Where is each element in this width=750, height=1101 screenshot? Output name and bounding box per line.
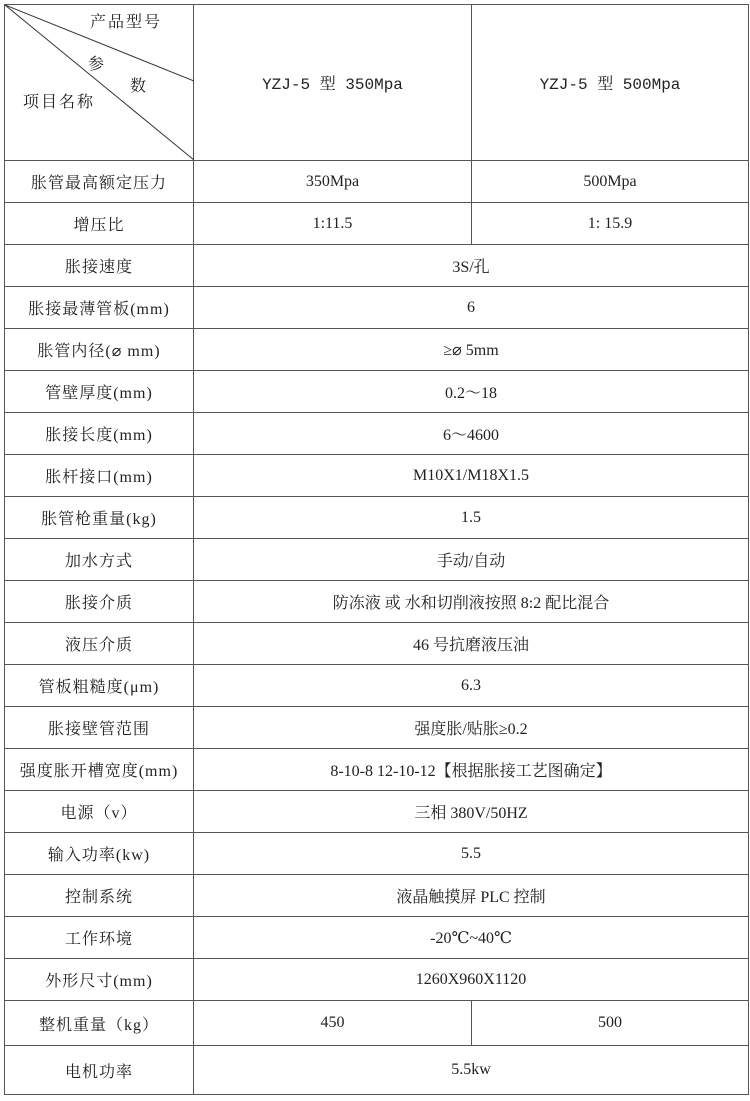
param-label-2: 数 <box>130 78 149 95</box>
item-label: 项目名称 <box>23 94 96 111</box>
row-value: 46 号抗磨液压油 <box>194 623 749 665</box>
row-value: 手动/自动 <box>194 539 749 581</box>
row-value: 0.2～18 <box>194 371 749 413</box>
row-label: 控制系统 <box>5 875 194 917</box>
table-row <box>5 623 749 665</box>
row-value: 6～4600 <box>194 413 749 455</box>
row-label: 液压介质 <box>5 623 194 665</box>
table-row <box>5 833 749 875</box>
row-value: 450 <box>194 1001 472 1046</box>
row-value: 5.5 <box>194 833 749 875</box>
row-label: 加水方式 <box>5 539 194 581</box>
row-label: 工作环境 <box>5 917 194 959</box>
row-value: 1: 15.9 <box>472 203 749 245</box>
row-value: 1:11.5 <box>194 203 472 245</box>
row-value: 3S/孔 <box>194 245 749 287</box>
row-label: 电机功率 <box>5 1046 194 1095</box>
row-value: 1260X960X1120 <box>194 959 749 1001</box>
row-value: 8-10-8 12-10-12【根据胀接工艺图确定】 <box>194 749 749 791</box>
spec-table <box>4 4 749 1095</box>
row-label: 强度胀开槽宽度(mm) <box>5 749 194 791</box>
row-label: 胀杆接口(mm) <box>5 455 194 497</box>
row-value: 三相 380V/50HZ <box>194 791 749 833</box>
row-label: 增压比 <box>5 203 194 245</box>
table-row <box>5 245 749 287</box>
row-value: 500 <box>472 1001 749 1046</box>
table-row <box>5 1046 749 1095</box>
table-row <box>5 665 749 707</box>
row-label: 管板粗糙度(μm) <box>5 665 194 707</box>
diagonal-header-cell <box>5 5 194 161</box>
table-row <box>5 581 749 623</box>
row-label: 输入功率(kw) <box>5 833 194 875</box>
table-row <box>5 161 749 203</box>
row-label: 胀接长度(mm) <box>5 413 194 455</box>
table-row <box>5 371 749 413</box>
table-row <box>5 413 749 455</box>
table-row <box>5 791 749 833</box>
table-row <box>5 539 749 581</box>
param-label-1: 参 <box>88 56 107 73</box>
row-value: 液晶触摸屏 PLC 控制 <box>194 875 749 917</box>
table-row <box>5 959 749 1001</box>
model-500-header: YZJ-5 型 500Mpa <box>472 5 749 161</box>
row-label: 胀接速度 <box>5 245 194 287</box>
row-value: 5.5kw <box>194 1046 749 1095</box>
table-row <box>5 455 749 497</box>
table-row <box>5 203 749 245</box>
row-label: 胀接壁管范围 <box>5 707 194 749</box>
row-label: 外形尺寸(mm) <box>5 959 194 1001</box>
row-value: ≥⌀ 5mm <box>194 329 749 371</box>
row-value: -20℃~40℃ <box>194 917 749 959</box>
row-value: 500Mpa <box>472 161 749 203</box>
row-label: 胀接介质 <box>5 581 194 623</box>
model-label: 产品型号 <box>90 14 163 31</box>
table-row <box>5 1001 749 1046</box>
row-value: M10X1/M18X1.5 <box>194 455 749 497</box>
model-350-header: YZJ-5 型 350Mpa <box>194 5 472 161</box>
table-row <box>5 707 749 749</box>
table-row <box>5 875 749 917</box>
row-label: 胀接最薄管板(mm) <box>5 287 194 329</box>
row-value: 6.3 <box>194 665 749 707</box>
row-label: 电源（v） <box>5 791 194 833</box>
header-row <box>5 5 749 161</box>
row-value: 1.5 <box>194 497 749 539</box>
row-value: 强度胀/贴胀≥0.2 <box>194 707 749 749</box>
row-label: 胀管枪重量(kg) <box>5 497 194 539</box>
row-value: 防冻液 或 水和切削液按照 8:2 配比混合 <box>194 581 749 623</box>
row-value: 6 <box>194 287 749 329</box>
row-label: 胀管内径(⌀ mm) <box>5 329 194 371</box>
row-value: 350Mpa <box>194 161 472 203</box>
row-label: 整机重量（kg） <box>5 1001 194 1046</box>
row-label: 胀管最高额定压力 <box>5 161 194 203</box>
row-label: 管壁厚度(mm) <box>5 371 194 413</box>
table-row <box>5 917 749 959</box>
table-row <box>5 497 749 539</box>
table-row <box>5 329 749 371</box>
table-row <box>5 287 749 329</box>
table-row <box>5 749 749 791</box>
